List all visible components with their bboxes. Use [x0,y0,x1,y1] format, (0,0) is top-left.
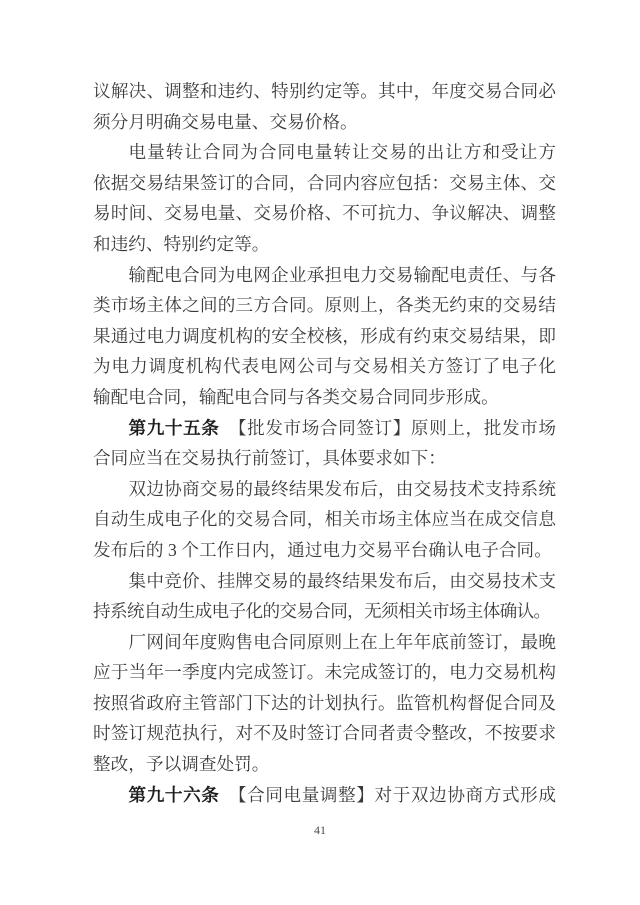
text-line-1 [93,76,556,107]
body-text: 电量转让合同为合同电量转让交易的出让方和受让方 [128,142,556,163]
text-line-11 [93,382,556,413]
text-line-12 [93,413,556,444]
body-text: 双边协商交易的最终结果发布后，由交易技术支持系统 [128,478,556,499]
text-line-6 [93,229,556,260]
text-line-13 [93,443,556,474]
text-line-3 [93,137,556,168]
body-text: 应于当年一季度内完成签订。未完成签订的，电力交易机构 [93,662,556,683]
body-text: 【批发市场合同签订】原则上，批发市场 [219,417,556,438]
text-line-15 [93,504,556,535]
page-number-label: 41 [314,823,326,837]
body-text: 厂网间年度购售电合同原则上在上年年底前签订，最晚 [128,631,556,652]
body-text: 果通过电力调度机构的安全校核，形成有约束交易结果，即 [93,325,556,346]
text-line-20 [93,657,556,688]
body-text: 类市场主体之间的三方合同。原则上，各类无约束的交易结 [93,295,556,316]
body-text: 易时间、交易电量、交易价格、不可抗力、争议解决、调整 [93,203,556,224]
body-text: 依据交易结果签订的合同，合同内容应包括：交易主体、交 [93,172,556,193]
body-text: 和违约、特别约定等。 [93,233,270,254]
body-text: 为电力调度机构代表电网公司与交易相关方签订了电子化 [93,356,556,377]
text-line-16 [93,535,556,566]
body-text: 输配电合同，输配电合同与各类交易合同同步形成。 [93,386,499,407]
text-line-18 [93,596,556,627]
body-text: 议解决、调整和违约、特别约定等。其中，年度交易合同必 [93,81,556,101]
text-line-7 [93,260,556,291]
text-line-22 [93,718,556,749]
text-line-17 [93,566,556,597]
body-text: 自动生成电子化的交易合同，相关市场主体应当在成交信息 [93,509,556,530]
body-text: 发布后的 3 个工作日内，通过电力交易平台确认电子合同。 [93,539,552,560]
article-number: 第九十六条 [128,784,220,805]
text-block [93,76,556,810]
text-line-24 [93,780,556,811]
text-line-14 [93,474,556,505]
text-line-21 [93,688,556,719]
text-line-2 [93,107,556,138]
body-text: 集中竞价、挂牌交易的最终结果发布后，由交易技术支 [128,570,556,591]
text-line-4 [93,168,556,199]
text-line-23 [93,749,556,780]
body-text: 时签订规范执行，对不及时签订合同者责令整改，不按要求 [93,723,556,744]
text-line-5 [93,198,556,229]
body-text: 【合同电量调整】对于双边协商方式形成 [219,784,556,805]
body-text: 输配电合同为电网企业承担电力交易输配电责任、与各 [128,264,556,285]
text-line-10 [93,351,556,382]
article-number: 第九十五条 [128,417,220,438]
text-line-9 [93,321,556,352]
body-text: 须分月明确交易电量、交易价格。 [93,111,358,132]
body-text: 持系统自动生成电子化的交易合同，无须相关市场主体确认。 [93,601,551,622]
body-text: 整改，予以调查处罚。 [93,754,270,775]
text-line-8 [93,290,556,321]
body-text: 按照省政府主管部门下达的计划执行。监管机构督促合同及 [93,692,556,713]
text-line-19 [93,627,556,658]
body-text: 合同应当在交易执行前签订，具体要求如下： [93,448,446,469]
page-footer [0,822,640,838]
